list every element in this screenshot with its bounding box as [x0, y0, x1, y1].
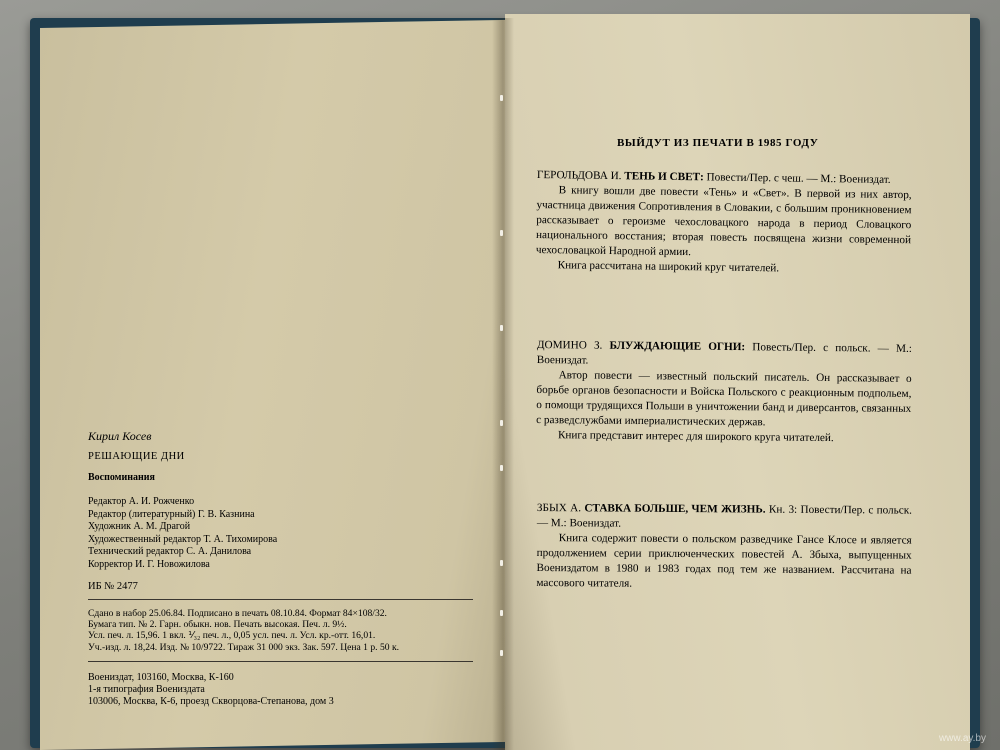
binding-stitch [500, 420, 503, 426]
entry-paragraph: Книга содержит повести о польском разведчике Гансе Клосе и является продолжением серии приключенческих повестей А. Збыха, выпущенных Воениздатом в 1980 и 1983 годах под тем же названием. Рассчитана на массового читателя. [536, 532, 912, 590]
entry-header [537, 338, 912, 372]
print-line: Сдано в набор 25.06.84. Подписано в печать 08.10.84. Формат 84×108/32. [88, 607, 387, 619]
credit-line: Редактор А. И. Рожченко [88, 496, 195, 507]
binding-stitch [500, 95, 503, 101]
entry-details: Повести/Пер. с чеш. — М.: Воениздат. [706, 171, 891, 186]
entry-paragraph: Книга рассчитана на широкий круг читателей. [557, 259, 780, 275]
print-line: Уч.-изд. л. 18,24. Изд. № 10/9722. Тираж 31 000 экз. Зак. 597. Цена 1 р. 50 к. [88, 641, 400, 653]
binding-stitch [500, 610, 503, 616]
page-heading: ВЫЙДУТ ИЗ ПЕЧАТИ В 1985 ГОДУ [617, 137, 819, 149]
credit-line: Редактор (литературный) Г. В. Казнина [88, 508, 255, 520]
entry-author: ДОМИНО З. [536, 338, 603, 352]
book-author: Кирил Косев [88, 429, 152, 443]
print-details [88, 608, 473, 663]
entry-author: ГЕРОЛЬДОВА И. [536, 168, 622, 183]
entry-header [537, 501, 912, 534]
binding-stitch [500, 230, 503, 236]
entry-title: СТАВКА БОЛЬШЕ, ЧЕМ ЖИЗНЬ. [584, 502, 766, 516]
entry-paragraph: Книга представит интерес для широкого круга читателей. [557, 429, 834, 445]
binding-stitch [500, 325, 503, 331]
credit-line: Технический редактор С. А. Данилова [88, 546, 252, 558]
book-genre: Воспоминания [88, 472, 155, 483]
entry-details: Повесть/Пер. с польск. — М.: Воениздат. [536, 341, 912, 367]
publisher-line: Воениздат, 103160, Москва, К-160 [88, 672, 234, 684]
book-gutter [492, 18, 514, 750]
publisher-line: 103006, Москва, К-6, проезд Скворцова-Степанова, дом 3 [88, 696, 334, 708]
entry-title: ТЕНЬ И СВЕТ: [624, 170, 704, 184]
print-line: Бумага тип. № 2. Гарн. обыкн. нов. Печать высокая. Печ. л. 9½. [88, 618, 347, 630]
publisher-line: 1-я типография Воениздата [88, 684, 205, 696]
print-line: Усл. печ. л. 15,96. 1 вкл. ⅟₃₂ печ. л., 0,05 усл. печ. л. Усл. кр.-отт. 16,01. [88, 630, 376, 642]
book-entry [536, 338, 912, 447]
entry-paragraph: Автор повести — известный польский писатель. Он рассказывает о борьбе органов безопасности и Войска Польского с реакционным подпольем, о помощи трудящихся Польши в уничтожении банд и диверсантов, связанных с разведслужбами империалистических держав. [536, 369, 912, 429]
entry-paragraph: В книгу вошли две повести «Тень» и «Свет». В первой из них автор, участница движения Сопротивления в Словакии, с большим проникновением рассказывает о героизме чехословацкого народа в период Словацкого национального восстания; вторая повесть посвящена жизни современной чехословацкой Народной армии. [535, 184, 912, 259]
credit-line: Художественный редактор Т. А. Тихомирова [88, 533, 278, 545]
credit-line: Художник А. М. Драгой [88, 521, 191, 533]
ib-number: ИБ № 2477 [88, 580, 473, 600]
publisher-info [88, 672, 488, 708]
book-title: РЕШАЮЩИЕ ДНИ [88, 451, 185, 462]
binding-stitch [500, 650, 503, 656]
watermark: www.ay.by [938, 733, 986, 744]
credit-line: Корректор И. Г. Новожилова [88, 558, 210, 570]
colophon [88, 430, 488, 708]
entry-details: Кн. 3: Повести/Пер. с польск. — М.: Воениздат. [536, 503, 912, 530]
binding-stitch [500, 465, 503, 471]
binding-stitch [500, 560, 503, 566]
entry-author: ЗБЫХ А. [536, 501, 582, 515]
entry-title: БЛУЖДАЮЩИЕ ОГНИ: [609, 339, 746, 354]
book-entry [536, 501, 912, 594]
book-entry [536, 168, 912, 278]
